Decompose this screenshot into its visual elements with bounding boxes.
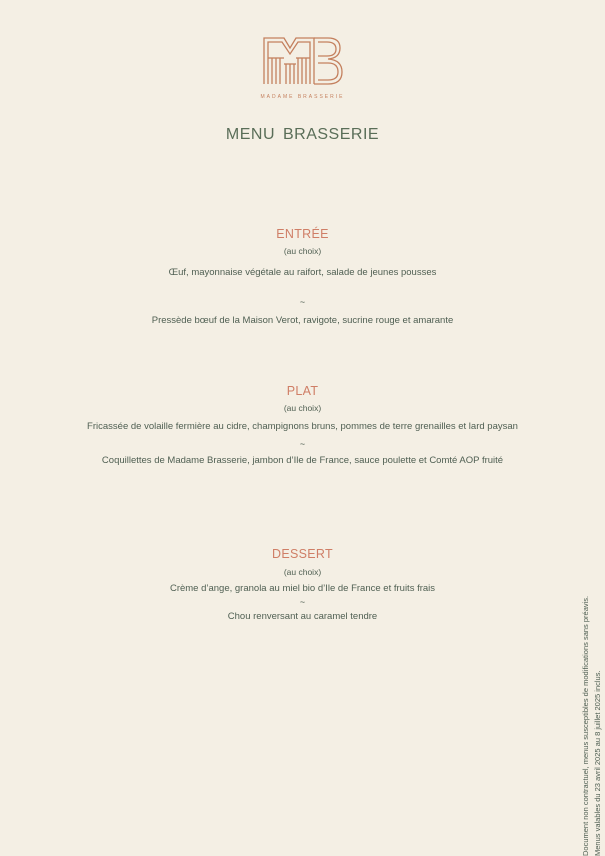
- menu-title: MENU BRASSERIE: [225, 126, 380, 143]
- disclaimer-line: Document non contractuel, menus susceptibles de modifications sans préavis.: [581, 595, 590, 856]
- section-heading-entree: ENTRÉE: [276, 227, 329, 241]
- mb-monogram-icon: [262, 34, 344, 86]
- validity-line: Menus valables du 23 avril 2025 au 8 juillet 2025 inclus.: [593, 670, 602, 856]
- section-note-entree: (au choix): [283, 246, 322, 256]
- separator: ~: [299, 439, 306, 449]
- section-heading-dessert: DESSERT: [272, 547, 333, 561]
- section-note-plat: (au choix): [283, 403, 322, 413]
- section-heading-plat: PLAT: [286, 384, 319, 398]
- menu-item: Chou renversant au caramel tendre: [227, 611, 378, 622]
- menu-item: Crème d’ange, granola au miel bio d’Ile de France et fruits frais: [169, 583, 436, 594]
- menu-item: Fricassée de volaille fermière au cidre, champignons bruns, pommes de terre grenailles et lard paysan: [87, 421, 518, 432]
- section-note-dessert: (au choix): [283, 567, 322, 577]
- menu-item: Pressède bœuf de la Maison Verot, ravigote, sucrine rouge et amarante: [151, 315, 454, 326]
- separator: ~: [299, 597, 306, 607]
- disclaimer: [580, 456, 604, 856]
- brand-name: MADAME BRASSERIE: [260, 94, 345, 100]
- separator: ~: [299, 297, 306, 307]
- menu-item: Œuf, mayonnaise végétale au raifort, salade de jeunes pousses: [168, 267, 437, 278]
- menu-item: Coquillettes de Madame Brasserie, jambon d’Ile de France, sauce poulette et Comté AOP fruité: [101, 455, 504, 466]
